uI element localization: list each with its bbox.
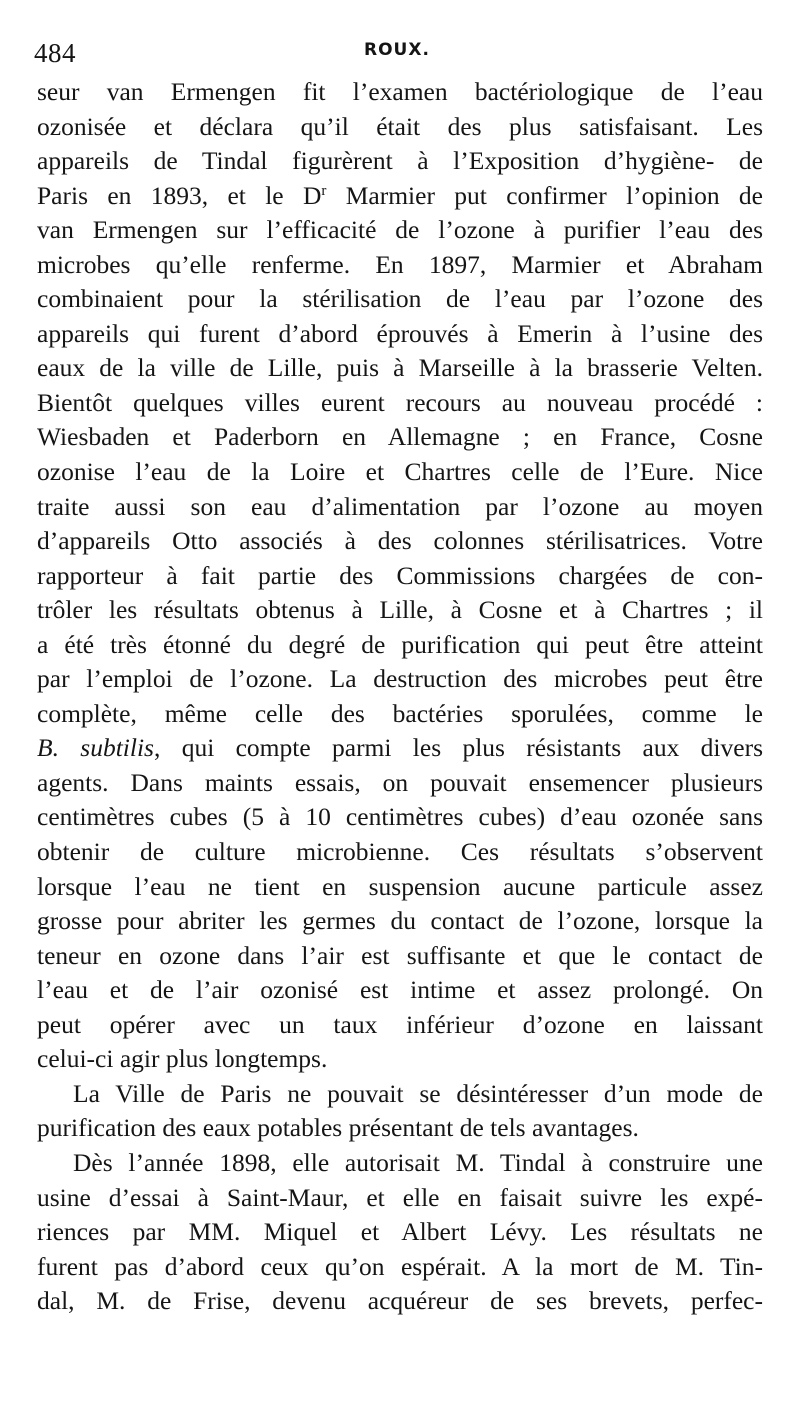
text-line: d’appareils Otto associés à des colonnes stérilisatrices. Votre (37, 526, 763, 556)
text-line: complète, même celle des bactéries sporulées, comme le (37, 698, 763, 728)
text-line: microbes qu’elle renferme. En 1897, Marmier et Abraham (37, 249, 763, 279)
text-line: Wiesbaden et Paderborn en Allemagne ; en France, Cosne (37, 422, 763, 452)
text-line: obtenir de culture microbienne. Ces résultats s’observent (37, 837, 763, 867)
page-number: 484 (34, 38, 76, 68)
text-line: furent pas d’abord ceux qu’on espérait. A la mort de M. Tin- (37, 1251, 763, 1281)
text-line: agents. Dans maints essais, on pouvait ensemencer plusieurs (37, 767, 763, 797)
text-line: ozonisée et déclara qu’il était des plus satisfaisant. Les (37, 111, 763, 141)
text-line: Bientôt quelques villes eurent recours au nouveau procédé : (37, 387, 763, 417)
text-line: centimètres cubes (5 à 10 centimètres cubes) d’eau ozonée sans (37, 802, 763, 832)
text-line: B. subtilis, qui compte parmi les plus résistants aux divers (37, 733, 764, 763)
text-line: grosse pour abriter les germes du contact de l’ozone, lorsque la (37, 906, 763, 936)
body-text (37, 75, 763, 1319)
text-line: par l’emploi de l’ozone. La destruction des microbes peut être (37, 664, 763, 694)
text-line: riences par MM. Miquel et Albert Lévy. Les résultats ne (37, 1217, 763, 1247)
text-line: rapporteur à fait partie des Commissions chargées de con- (37, 560, 763, 590)
text-line: van Ermengen sur l’efficacité de l’ozone à purifier l’eau des (37, 215, 763, 245)
text-line: ozonise l’eau de la Loire et Chartres celle de l’Eure. Nice (37, 457, 763, 487)
text-line: lorsque l’eau ne tient en suspension aucune particule assez (37, 871, 763, 901)
text-line: dal, M. de Frise, devenu acquéreur de ses brevets, perfec- (37, 1286, 763, 1316)
text-line: seur van Ermengen fit l’examen bactériologique de l’eau (37, 77, 763, 106)
text-line: l’eau et de l’air ozonisé est intime et assez prolongé. On (37, 975, 763, 1005)
text-line: peut opérer avec un taux inférieur d’ozone en laissant (37, 1009, 763, 1039)
text-line: teneur en ozone dans l’air est suffisante et que le contact de (37, 940, 763, 970)
running-head: ROUX. (364, 40, 430, 60)
text-line: a été très étonné du degré de purification qui peut être atteint (37, 629, 763, 659)
page-header (0, 34, 800, 74)
text-line: purification des eaux potables présentant de tels avantages. (37, 1113, 639, 1143)
text-line: La Ville de Paris ne pouvait se désintéresser d’un mode de (73, 1078, 763, 1108)
text-line: usine d’essai à Saint-Maur, et elle en faisait suivre les expé- (37, 1182, 763, 1212)
text-line: combinaient pour la stérilisation de l’eau par l’ozone des (37, 284, 763, 314)
text-line: appareils de Tindal figurèrent à l’Exposition d’hygiène- de (37, 146, 763, 176)
text-line: Dès l’année 1898, elle autorisait M. Tindal à construire une (73, 1147, 763, 1177)
text-line: celui-ci agir plus longtemps. (37, 1044, 328, 1074)
text-line: appareils qui furent d’abord éprouvés à Emerin à l’usine des (37, 318, 763, 348)
text-line: trôler les résultats obtenus à Lille, à Cosne et à Chartres ; il (37, 595, 763, 625)
text-line: eaux de la ville de Lille, puis à Marseille à la brasserie Velten. (37, 353, 763, 383)
text-line: Paris en 1893, et le $D^r$ Marmier put confirmer l’opinion de (37, 180, 763, 210)
text-line: traite aussi son eau d’alimentation par l’ozone au moyen (37, 491, 763, 521)
